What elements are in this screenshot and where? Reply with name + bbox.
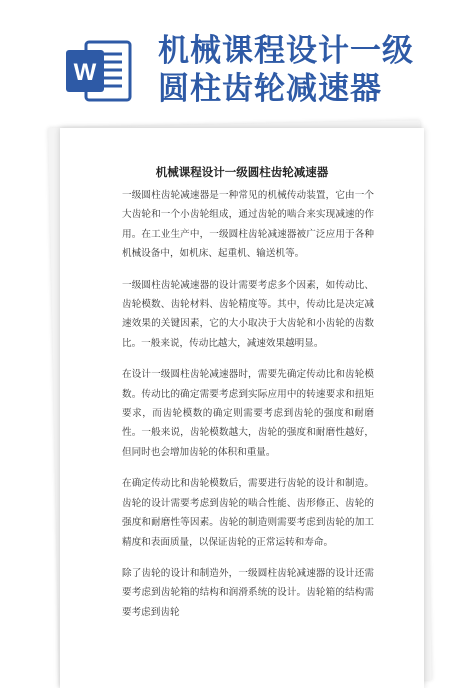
- header-banner: [0, 0, 474, 128]
- page-title: [158, 32, 414, 108]
- page-title-line-2: 圆柱齿轮减速器: [158, 71, 382, 107]
- paragraph: 一级圆柱齿轮减速器的设计需要考虑多个因素，如传动比、齿轮模数、齿轮材料、齿轮精度等。其中，传动比是决定减速效果的关键因素，它的大小取决于大齿轮和小齿轮的齿数比。一般来说，传动比越大，减速效果越明显。: [122, 279, 374, 349]
- document-body: [122, 186, 374, 622]
- paragraph: 在确定传动比和齿轮模数后，需要进行齿轮的设计和制造。齿轮的设计需要考虑到齿轮的啮合性能、齿形修正、齿轮的强度和耐磨性等因素。齿轮的制造则需要考虑到齿轮的加工精度和表面质量，以保证齿轮的正常运转和寿命。: [122, 478, 374, 548]
- paragraph: 除了齿轮的设计和制造外，一级圆柱齿轮减速器的设计还需要考虑到齿轮箱的结构和润滑系统的设计。齿轮箱的结构需要考虑到齿轮: [122, 567, 374, 618]
- page-title-line-1: 机械课程设计一级: [158, 33, 414, 69]
- document-page[interactable]: [60, 128, 424, 688]
- word-document-icon: [64, 38, 134, 104]
- paragraph: 一级圆柱齿轮减速器是一种常见的机械传动装置，它由一个大齿轮和一个小齿轮组成，通过齿轮的啮合来实现减速的作用。在工业生产中，一级圆柱齿轮减速器被广泛应用于各种机械设备中，如机床、起重机、输送机等。: [122, 190, 374, 260]
- svg-text:W: W: [73, 59, 97, 86]
- paragraph: 在设计一级圆柱齿轮减速器时，需要先确定传动比和齿轮模数。传动比的确定需要考虑到实际应用中的转速要求和扭矩要求，而齿轮模数的确定则需要考虑到齿轮的强度和耐磨性。一般来说，齿轮模数越大，齿轮的强度和耐磨性越好，但同时也会增加齿轮的体积和重量。: [122, 369, 374, 458]
- document-title: 机械课程设计一级圆柱齿轮减速器: [155, 165, 329, 179]
